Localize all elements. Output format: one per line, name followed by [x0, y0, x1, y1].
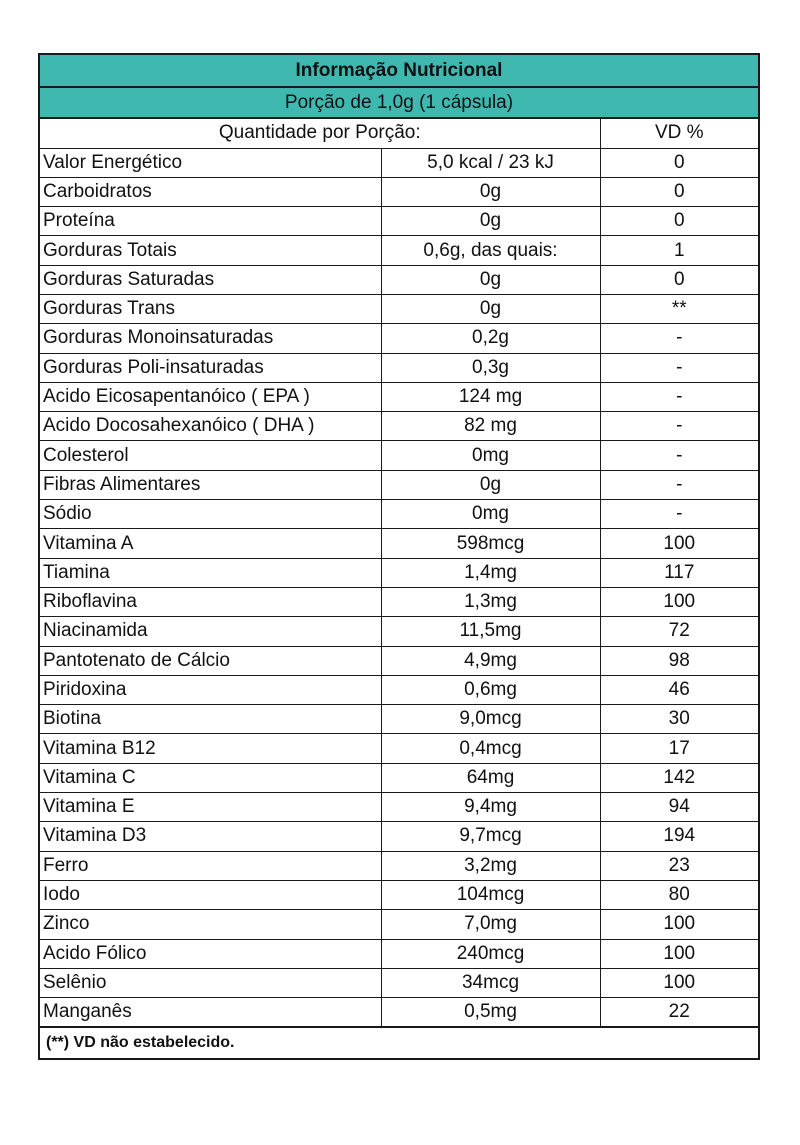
table-row: [40, 382, 758, 411]
table-row: [40, 910, 758, 939]
nutrient-vd: -: [600, 324, 758, 353]
table-row: [40, 148, 758, 177]
quantity-header: Quantidade por Porção:: [40, 119, 600, 148]
table-row: [40, 500, 758, 529]
table-row: [40, 705, 758, 734]
nutrient-vd: 142: [600, 763, 758, 792]
table-row: [40, 675, 758, 704]
nutrient-name: Zinco: [40, 910, 381, 939]
table-row: [40, 441, 758, 470]
nutrient-vd: -: [600, 441, 758, 470]
table-row: [40, 851, 758, 880]
table-row: [40, 412, 758, 441]
nutrient-amount: 1,4mg: [381, 558, 600, 587]
nutrient-amount: 9,7mcg: [381, 822, 600, 851]
table-row: [40, 998, 758, 1027]
table-row: [40, 294, 758, 323]
nutrient-amount: 4,9mg: [381, 646, 600, 675]
nutrient-vd: 23: [600, 851, 758, 880]
nutrient-amount: 3,2mg: [381, 851, 600, 880]
nutrient-name: Niacinamida: [40, 617, 381, 646]
nutrient-name: Pantotenato de Cálcio: [40, 646, 381, 675]
footnote: (**) VD não estabelecido.: [40, 1027, 758, 1058]
nutrient-vd: 0: [600, 207, 758, 236]
table-row: [40, 177, 758, 206]
nutrient-name: Fibras Alimentares: [40, 470, 381, 499]
nutrient-vd: 94: [600, 793, 758, 822]
nutrient-vd: **: [600, 294, 758, 323]
nutrient-name: Vitamina D3: [40, 822, 381, 851]
nutrient-name: Piridoxina: [40, 675, 381, 704]
nutrient-vd: 72: [600, 617, 758, 646]
nutrient-name: Sódio: [40, 500, 381, 529]
nutrition-table: [40, 119, 758, 1027]
nutrient-name: Acido Fólico: [40, 939, 381, 968]
nutrient-amount: 0g: [381, 207, 600, 236]
nutrient-vd: 17: [600, 734, 758, 763]
table-row: [40, 558, 758, 587]
nutrient-vd: 1: [600, 236, 758, 265]
nutrient-name: Acido Docosahexanóico ( DHA ): [40, 412, 381, 441]
table-row: [40, 587, 758, 616]
table-row: [40, 470, 758, 499]
nutrient-amount: 0g: [381, 470, 600, 499]
nutrient-amount: 598mcg: [381, 529, 600, 558]
nutrient-vd: -: [600, 500, 758, 529]
nutrient-name: Gorduras Saturadas: [40, 265, 381, 294]
nutrient-amount: 9,4mg: [381, 793, 600, 822]
nutrient-amount: 0,3g: [381, 353, 600, 382]
nutrient-name: Selênio: [40, 968, 381, 997]
nutrient-name: Gorduras Poli-insaturadas: [40, 353, 381, 382]
nutrient-amount: 0,6mg: [381, 675, 600, 704]
nutrient-amount: 0mg: [381, 441, 600, 470]
table-row: [40, 207, 758, 236]
serving-size: Porção de 1,0g (1 cápsula): [40, 88, 758, 119]
nutrient-name: Riboflavina: [40, 587, 381, 616]
table-row: [40, 353, 758, 382]
nutrient-vd: -: [600, 412, 758, 441]
nutrient-vd: 98: [600, 646, 758, 675]
table-row: [40, 236, 758, 265]
nutrient-vd: -: [600, 470, 758, 499]
table-row: [40, 968, 758, 997]
nutrient-vd: 100: [600, 939, 758, 968]
nutrient-vd: 100: [600, 587, 758, 616]
nutrient-vd: 30: [600, 705, 758, 734]
nutrient-name: Gorduras Monoinsaturadas: [40, 324, 381, 353]
nutrient-name: Valor Energético: [40, 148, 381, 177]
nutrient-name: Gorduras Totais: [40, 236, 381, 265]
table-row: [40, 324, 758, 353]
nutrient-amount: 240mcg: [381, 939, 600, 968]
nutrient-vd: 194: [600, 822, 758, 851]
table-row: [40, 793, 758, 822]
nutrient-name: Gorduras Trans: [40, 294, 381, 323]
nutrient-amount: 0g: [381, 265, 600, 294]
table-row: [40, 763, 758, 792]
nutrient-vd: 22: [600, 998, 758, 1027]
nutrient-amount: 82 mg: [381, 412, 600, 441]
table-row: [40, 617, 758, 646]
table-row: [40, 265, 758, 294]
nutrient-amount: 1,3mg: [381, 587, 600, 616]
table-row: [40, 822, 758, 851]
table-header-row: [40, 119, 758, 148]
nutrient-name: Biotina: [40, 705, 381, 734]
vd-header: VD %: [600, 119, 758, 148]
nutrient-vd: 117: [600, 558, 758, 587]
nutrient-name: Proteína: [40, 207, 381, 236]
nutrient-amount: 0,2g: [381, 324, 600, 353]
nutrient-name: Ferro: [40, 851, 381, 880]
nutrient-name: Acido Eicosapentanóico ( EPA ): [40, 382, 381, 411]
table-row: [40, 734, 758, 763]
nutrient-vd: 100: [600, 529, 758, 558]
nutrient-amount: 104mcg: [381, 880, 600, 909]
nutrient-name: Carboidratos: [40, 177, 381, 206]
nutrient-amount: 0g: [381, 294, 600, 323]
nutrient-amount: 9,0mcg: [381, 705, 600, 734]
nutrient-amount: 5,0 kcal / 23 kJ: [381, 148, 600, 177]
label-title: Informação Nutricional: [40, 55, 758, 88]
nutrient-name: Iodo: [40, 880, 381, 909]
table-row: [40, 529, 758, 558]
nutrient-vd: 100: [600, 910, 758, 939]
nutrient-amount: 11,5mg: [381, 617, 600, 646]
nutrient-amount: 34mcg: [381, 968, 600, 997]
nutrient-vd: 80: [600, 880, 758, 909]
table-row: [40, 646, 758, 675]
nutrient-amount: 0,6g, das quais:: [381, 236, 600, 265]
nutrient-vd: 0: [600, 177, 758, 206]
nutrient-name: Vitamina A: [40, 529, 381, 558]
nutrient-amount: 0g: [381, 177, 600, 206]
nutrient-amount: 0mg: [381, 500, 600, 529]
nutrient-name: Vitamina E: [40, 793, 381, 822]
nutrient-vd: 0: [600, 148, 758, 177]
nutrient-amount: 0,5mg: [381, 998, 600, 1027]
nutrient-amount: 7,0mg: [381, 910, 600, 939]
nutrient-vd: -: [600, 353, 758, 382]
nutrient-vd: 0: [600, 265, 758, 294]
nutrient-name: Colesterol: [40, 441, 381, 470]
nutrient-name: Tiamina: [40, 558, 381, 587]
nutrient-name: Vitamina C: [40, 763, 381, 792]
nutrient-amount: 124 mg: [381, 382, 600, 411]
nutrient-vd: 100: [600, 968, 758, 997]
nutrient-amount: 64mg: [381, 763, 600, 792]
table-row: [40, 939, 758, 968]
nutrient-vd: -: [600, 382, 758, 411]
nutrient-name: Vitamina B12: [40, 734, 381, 763]
nutrient-name: Manganês: [40, 998, 381, 1027]
table-row: [40, 880, 758, 909]
nutrient-amount: 0,4mcg: [381, 734, 600, 763]
nutrient-vd: 46: [600, 675, 758, 704]
nutrition-facts-label: [38, 53, 760, 1060]
